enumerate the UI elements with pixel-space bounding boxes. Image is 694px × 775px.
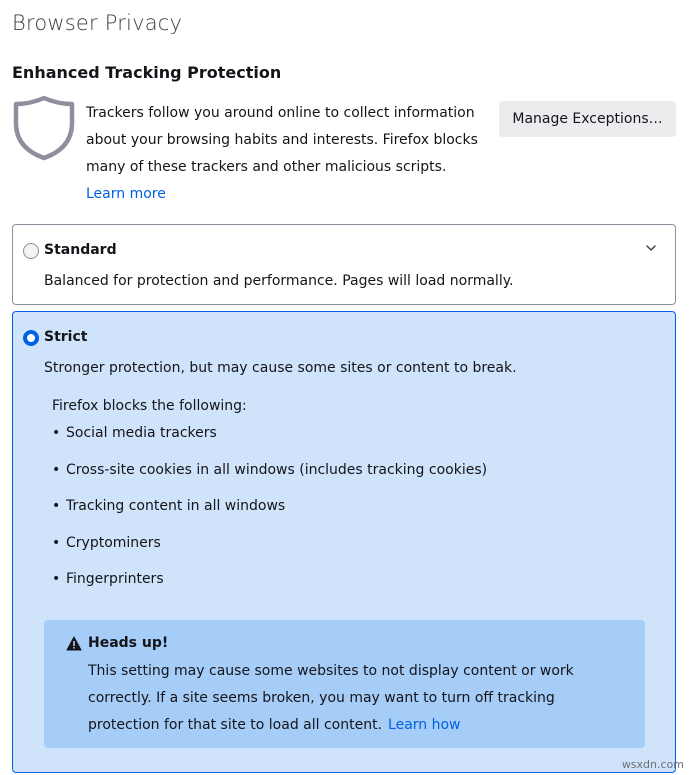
block-item-label: Tracking content in all windows [66,498,286,514]
warning-icon [66,636,82,651]
list-item [52,535,487,572]
bullet-icon: • [52,461,61,478]
block-item-label: Cryptominers [66,534,161,551]
strict-radio[interactable] [23,330,39,346]
heads-up-box [44,620,645,748]
block-item-label: Social media trackers [66,425,217,441]
manage-exceptions-button[interactable]: Manage Exceptions… [499,101,676,137]
learn-more-link[interactable]: Learn more [86,186,166,202]
block-item-label: Fingerprinters [66,571,164,587]
standard-radio[interactable] [23,243,39,259]
list-item [52,498,487,535]
blocks-title: Firefox blocks the following: [52,398,247,414]
list-item [52,425,487,462]
etp-section-title: Enhanced Tracking Protection [12,63,282,82]
etp-description: Trackers follow you around online to collect information about your browsing habits and interests. Firefox blocks many of these trackers and other malicious scripts. [86,105,478,175]
strict-label: Strict [44,329,88,345]
bullet-icon: • [52,498,61,514]
bullet-icon: • [52,425,61,441]
watermark: wsxdn.com [621,758,684,771]
standard-label: Standard [44,242,117,258]
list-item [52,462,487,499]
heads-up-title: Heads up! [88,635,169,651]
etp-intro [86,100,486,208]
standard-option-card[interactable] [12,224,676,305]
blocks-list [52,425,487,608]
list-item [52,571,487,608]
heads-up-text: This setting may cause some websites to not display content or work correctly. If a site seems broken, you may want to turn off tracking protection for that site to load all content. [88,663,574,733]
shield-icon [13,95,75,161]
bullet-icon: • [52,571,61,587]
standard-description: Balanced for protection and performance. Pages will load normally. [44,273,514,289]
learn-how-link[interactable]: Learn how [388,717,461,733]
strict-description: Stronger protection, but may cause some sites or content to break. [44,360,517,376]
block-item-label: Cross-site cookies in all windows (includes tracking cookies) [66,461,488,478]
heads-up-body [88,658,628,739]
bullet-icon: • [52,534,61,551]
page-title: Browser Privacy [12,11,183,35]
strict-option-card[interactable] [12,311,676,773]
chevron-down-icon[interactable] [644,240,658,254]
